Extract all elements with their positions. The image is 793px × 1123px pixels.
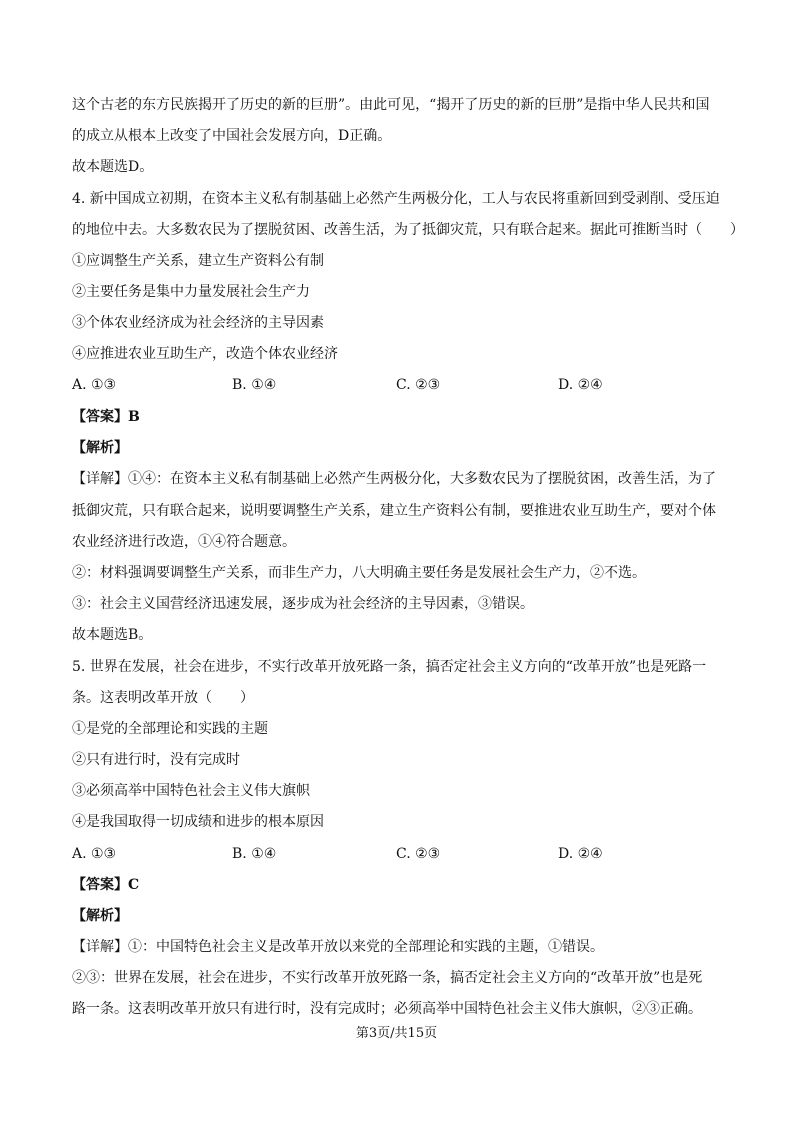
question-5-stem: 条。这表明改革开放（ ） [72, 690, 254, 706]
question-5-statement-3: ③必须高举中国特色社会主义伟大旗帜 [72, 783, 310, 799]
page-number-footer: 第3页/共15页 [355, 1026, 438, 1041]
question-4-statement-4: ④应推进农业互助生产，改造个体农业经济 [72, 346, 338, 362]
question-4-statement-1: ①应调整生产关系，建立生产资料公有制 [72, 253, 324, 269]
question-5-analysis-heading: 【解析】 [72, 908, 128, 924]
question-4-option-a: A. ①③ [72, 377, 117, 393]
question-5-option-d: D. ②④ [558, 846, 603, 862]
question-4-detail: 抵御灾荒，只有联合起来，说明要调整生产关系，建立生产资料公有制，要推进农业互助生产，要对个体 [72, 503, 716, 519]
text-line: 这个古老的东方民族揭开了历史的新的巨册”。由此可见，“揭开了历史的新的巨册”是指中华人民共和国 [72, 97, 710, 113]
question-4-detail: ②：材料强调要调整生产关系，而非生产力，八大明确主要任务是发展社会生产力，②不选。 [72, 565, 646, 581]
question-4-detail: 农业经济进行改造，①④符合题意。 [72, 534, 296, 550]
question-4-detail: ③：社会主义国营经济迅速发展，逐步成为社会经济的主导因素，③错误。 [72, 596, 534, 612]
text-line: 的成立从根本上改变了中国社会发展方向，D正确。 [72, 128, 392, 144]
question-5-option-c: C. ②③ [396, 846, 441, 862]
question-5-detail: ②③：世界在发展，社会在进步，不实行改革开放死路一条，搞否定社会主义方向的“改革开放”也是死 [72, 970, 703, 986]
question-5-statement-1: ①是党的全部理论和实践的主题 [72, 721, 268, 737]
question-4-answer: 【答案】B [72, 409, 140, 425]
question-5-detail: 路一条。这表明改革开放只有进行时，没有完成时；必须高举中国特色社会主义伟大旗帜，②③正确。 [72, 1001, 702, 1017]
question-5-detail: 【详解】①：中国特色社会主义是改革开放以来党的全部理论和实践的主题，①错误。 [72, 939, 604, 955]
question-5-answer: 【答案】C [72, 877, 140, 893]
text-line: 故本题选D。 [72, 159, 154, 175]
question-4-stem: 的地位中去。大多数农民为了摆脱贫困、改善生活，为了抵御灾荒，只有联合起来。据此可推断当时（ ） [72, 222, 744, 238]
question-4-option-b: B. ①④ [232, 377, 277, 393]
question-4-statement-3: ③个体农业经济成为社会经济的主导因素 [72, 315, 324, 331]
question-5-statement-2: ②只有进行时，没有完成时 [72, 752, 240, 768]
question-4-analysis-heading: 【解析】 [72, 440, 128, 456]
question-4-stem: 4. 新中国成立初期，在资本主义私有制基础上必然产生两极分化，工人与农民将重新回到受剥削、受压迫 [72, 191, 720, 207]
question-5-option-b: B. ①④ [232, 846, 277, 862]
question-5-statement-4: ④是我国取得一切成绩和进步的根本原因 [72, 814, 324, 830]
question-4-statement-2: ②主要任务是集中力量发展社会生产力 [72, 284, 310, 300]
question-4-conclusion: 故本题选B。 [72, 627, 153, 643]
question-5-option-a: A. ①③ [72, 846, 117, 862]
question-4-detail: 【详解】①④：在资本主义私有制基础上必然产生两极分化，大多数农民为了摆脱贫困，改善生活，为了 [72, 471, 716, 487]
question-5-stem: 5. 世界在发展，社会在进步，不实行改革开放死路一条，搞否定社会主义方向的“改革开放”也是死路一 [72, 659, 707, 675]
question-4-option-c: C. ②③ [396, 377, 441, 393]
question-4-option-d: D. ②④ [558, 377, 603, 393]
